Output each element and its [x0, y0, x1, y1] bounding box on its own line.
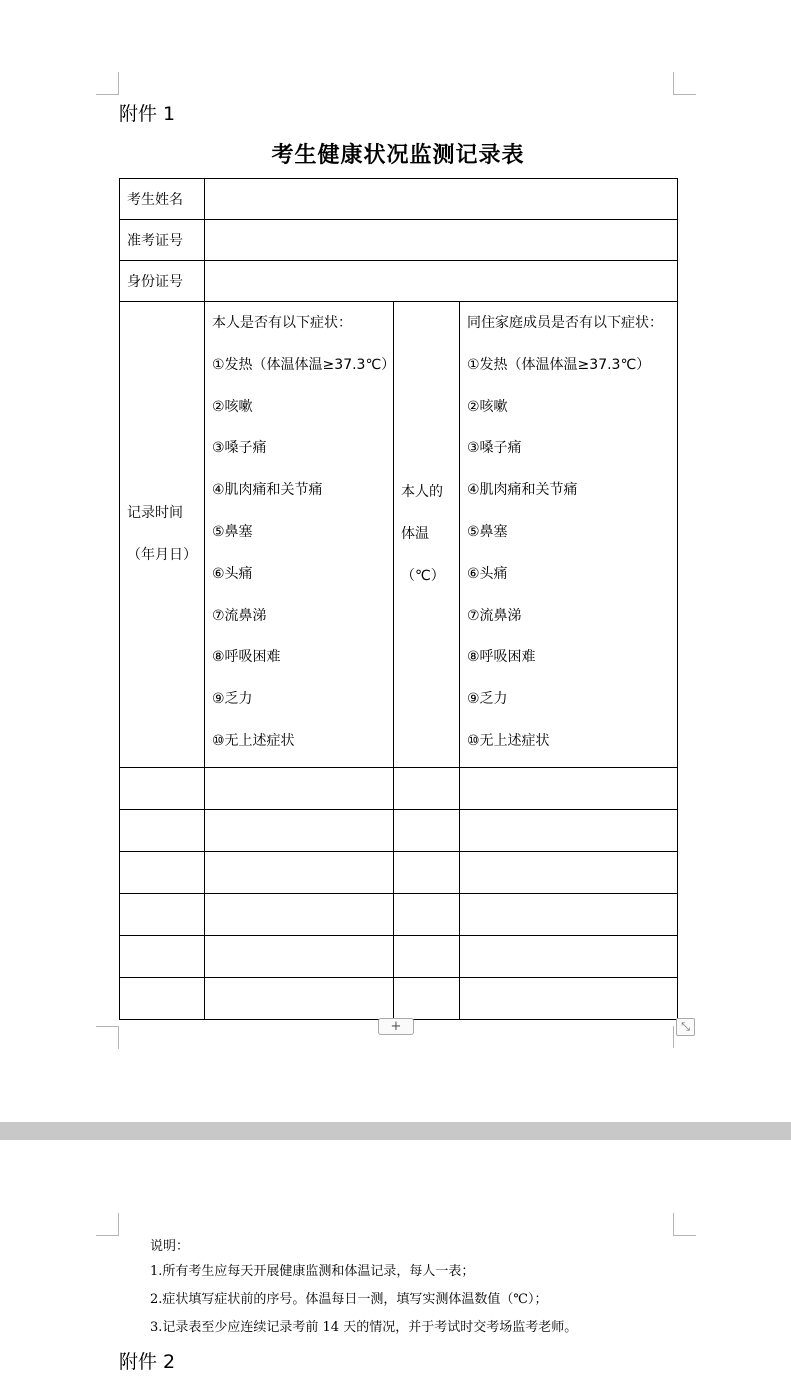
name-input-cell[interactable] — [205, 179, 678, 220]
table-cell[interactable] — [394, 935, 460, 977]
family-symptoms-header — [460, 302, 678, 768]
table-row — [120, 851, 678, 893]
symptom-item: ①发热（体温体温≥37.3℃） — [467, 356, 651, 373]
symptom-item: ③嗓子痛 — [467, 440, 522, 457]
symptom-item: ⑥头痛 — [212, 565, 253, 582]
ticket-input-cell[interactable] — [205, 220, 678, 261]
table-cell[interactable] — [205, 893, 394, 935]
table-cell[interactable] — [460, 851, 678, 893]
note-item: 2.症状填写症状前的序号。体温每日一测，填写实测体温数值（℃）； — [150, 1292, 548, 1307]
table-cell[interactable] — [394, 809, 460, 851]
table-cell[interactable] — [394, 977, 460, 1019]
table-row — [120, 767, 678, 809]
table-cell[interactable] — [205, 935, 394, 977]
self-temp-unit: （℃） — [401, 568, 445, 585]
symptom-item: ⑩无上述症状 — [212, 732, 295, 749]
table-cell[interactable] — [460, 767, 678, 809]
self-symptoms-header — [205, 302, 394, 768]
table-cell[interactable] — [120, 893, 205, 935]
self-temp-label: 体温 — [401, 526, 429, 543]
attachment-heading-2: 附件 2 — [119, 1351, 176, 1373]
symptom-item: ⑤鼻塞 — [467, 523, 508, 540]
table-cell[interactable] — [205, 767, 394, 809]
table-resize-handle[interactable]: ⤡ — [676, 1018, 695, 1036]
ticket-label: 准考证号 — [120, 220, 205, 261]
table-cell[interactable] — [205, 809, 394, 851]
symptom-item: ②咳嗽 — [212, 398, 253, 415]
table-cell[interactable] — [460, 893, 678, 935]
add-row-button[interactable]: + — [378, 1018, 414, 1035]
table-row — [120, 935, 678, 977]
health-record-table — [119, 178, 678, 1020]
record-time-label: 记录时间 — [127, 505, 183, 522]
table-cell[interactable] — [120, 851, 205, 893]
table-row — [120, 977, 678, 1019]
record-time-header — [120, 302, 205, 768]
notes-section — [150, 1236, 577, 1342]
table-cell[interactable] — [460, 977, 678, 1019]
self-symptoms-heading: 本人是否有以下症状： — [212, 315, 352, 331]
page-corner-mark — [673, 1213, 696, 1236]
symptom-item: ③嗓子痛 — [212, 440, 267, 457]
family-symptoms-heading: 同住家庭成员是否有以下症状： — [467, 315, 663, 331]
symptom-item: ④肌肉痛和关节痛 — [467, 482, 578, 499]
record-time-unit: （年月日） — [127, 547, 197, 564]
table-row — [120, 893, 678, 935]
id-label: 身份证号 — [120, 261, 205, 302]
table-cell[interactable] — [120, 809, 205, 851]
table-cell[interactable] — [394, 851, 460, 893]
symptom-item: ⑥头痛 — [467, 565, 508, 582]
attachment-heading: 附件 1 — [119, 103, 176, 125]
symptom-item: ⑨乏力 — [467, 691, 508, 708]
page-corner-mark — [673, 1026, 674, 1048]
table-cell[interactable] — [394, 767, 460, 809]
page-separator — [0, 1122, 791, 1140]
name-label: 考生姓名 — [120, 179, 205, 220]
symptom-item: ⑦流鼻涕 — [212, 607, 267, 624]
symptom-item: ①发热（体温体温≥37.3℃） — [212, 356, 396, 373]
page-corner-mark — [96, 1026, 119, 1049]
symptom-item: ④肌肉痛和关节痛 — [212, 482, 323, 499]
symptom-item: ⑧呼吸困难 — [212, 649, 281, 666]
table-cell[interactable] — [460, 935, 678, 977]
page-title: 考生健康状况监测记录表 — [271, 143, 525, 168]
table-cell[interactable] — [120, 977, 205, 1019]
symptom-item: ⑦流鼻涕 — [467, 607, 522, 624]
symptom-item: ⑤鼻塞 — [212, 523, 253, 540]
table-cell[interactable] — [120, 935, 205, 977]
note-item: 1.所有考生应每天开展健康监测和体温记录，每人一表； — [150, 1264, 475, 1279]
page-corner-mark — [96, 72, 119, 95]
table-row — [120, 809, 678, 851]
note-item: 3.记录表至少应连续记录考前 14 天的情况，并于考试时交考场监考老师。 — [150, 1320, 578, 1335]
table-cell[interactable] — [205, 977, 394, 1019]
symptom-item: ⑩无上述症状 — [467, 732, 550, 749]
page-corner-mark — [96, 1213, 119, 1236]
id-input-cell[interactable] — [205, 261, 678, 302]
symptom-item: ⑧呼吸困难 — [467, 649, 536, 666]
table-cell[interactable] — [460, 809, 678, 851]
table-cell[interactable] — [394, 893, 460, 935]
page-corner-mark — [673, 72, 696, 95]
symptom-item: ⑨乏力 — [212, 691, 253, 708]
notes-heading: 说明： — [150, 1239, 190, 1254]
symptom-item: ②咳嗽 — [467, 398, 508, 415]
self-temp-header — [394, 302, 460, 768]
table-cell[interactable] — [205, 851, 394, 893]
self-temp-label: 本人的 — [401, 484, 443, 501]
table-cell[interactable] — [120, 767, 205, 809]
